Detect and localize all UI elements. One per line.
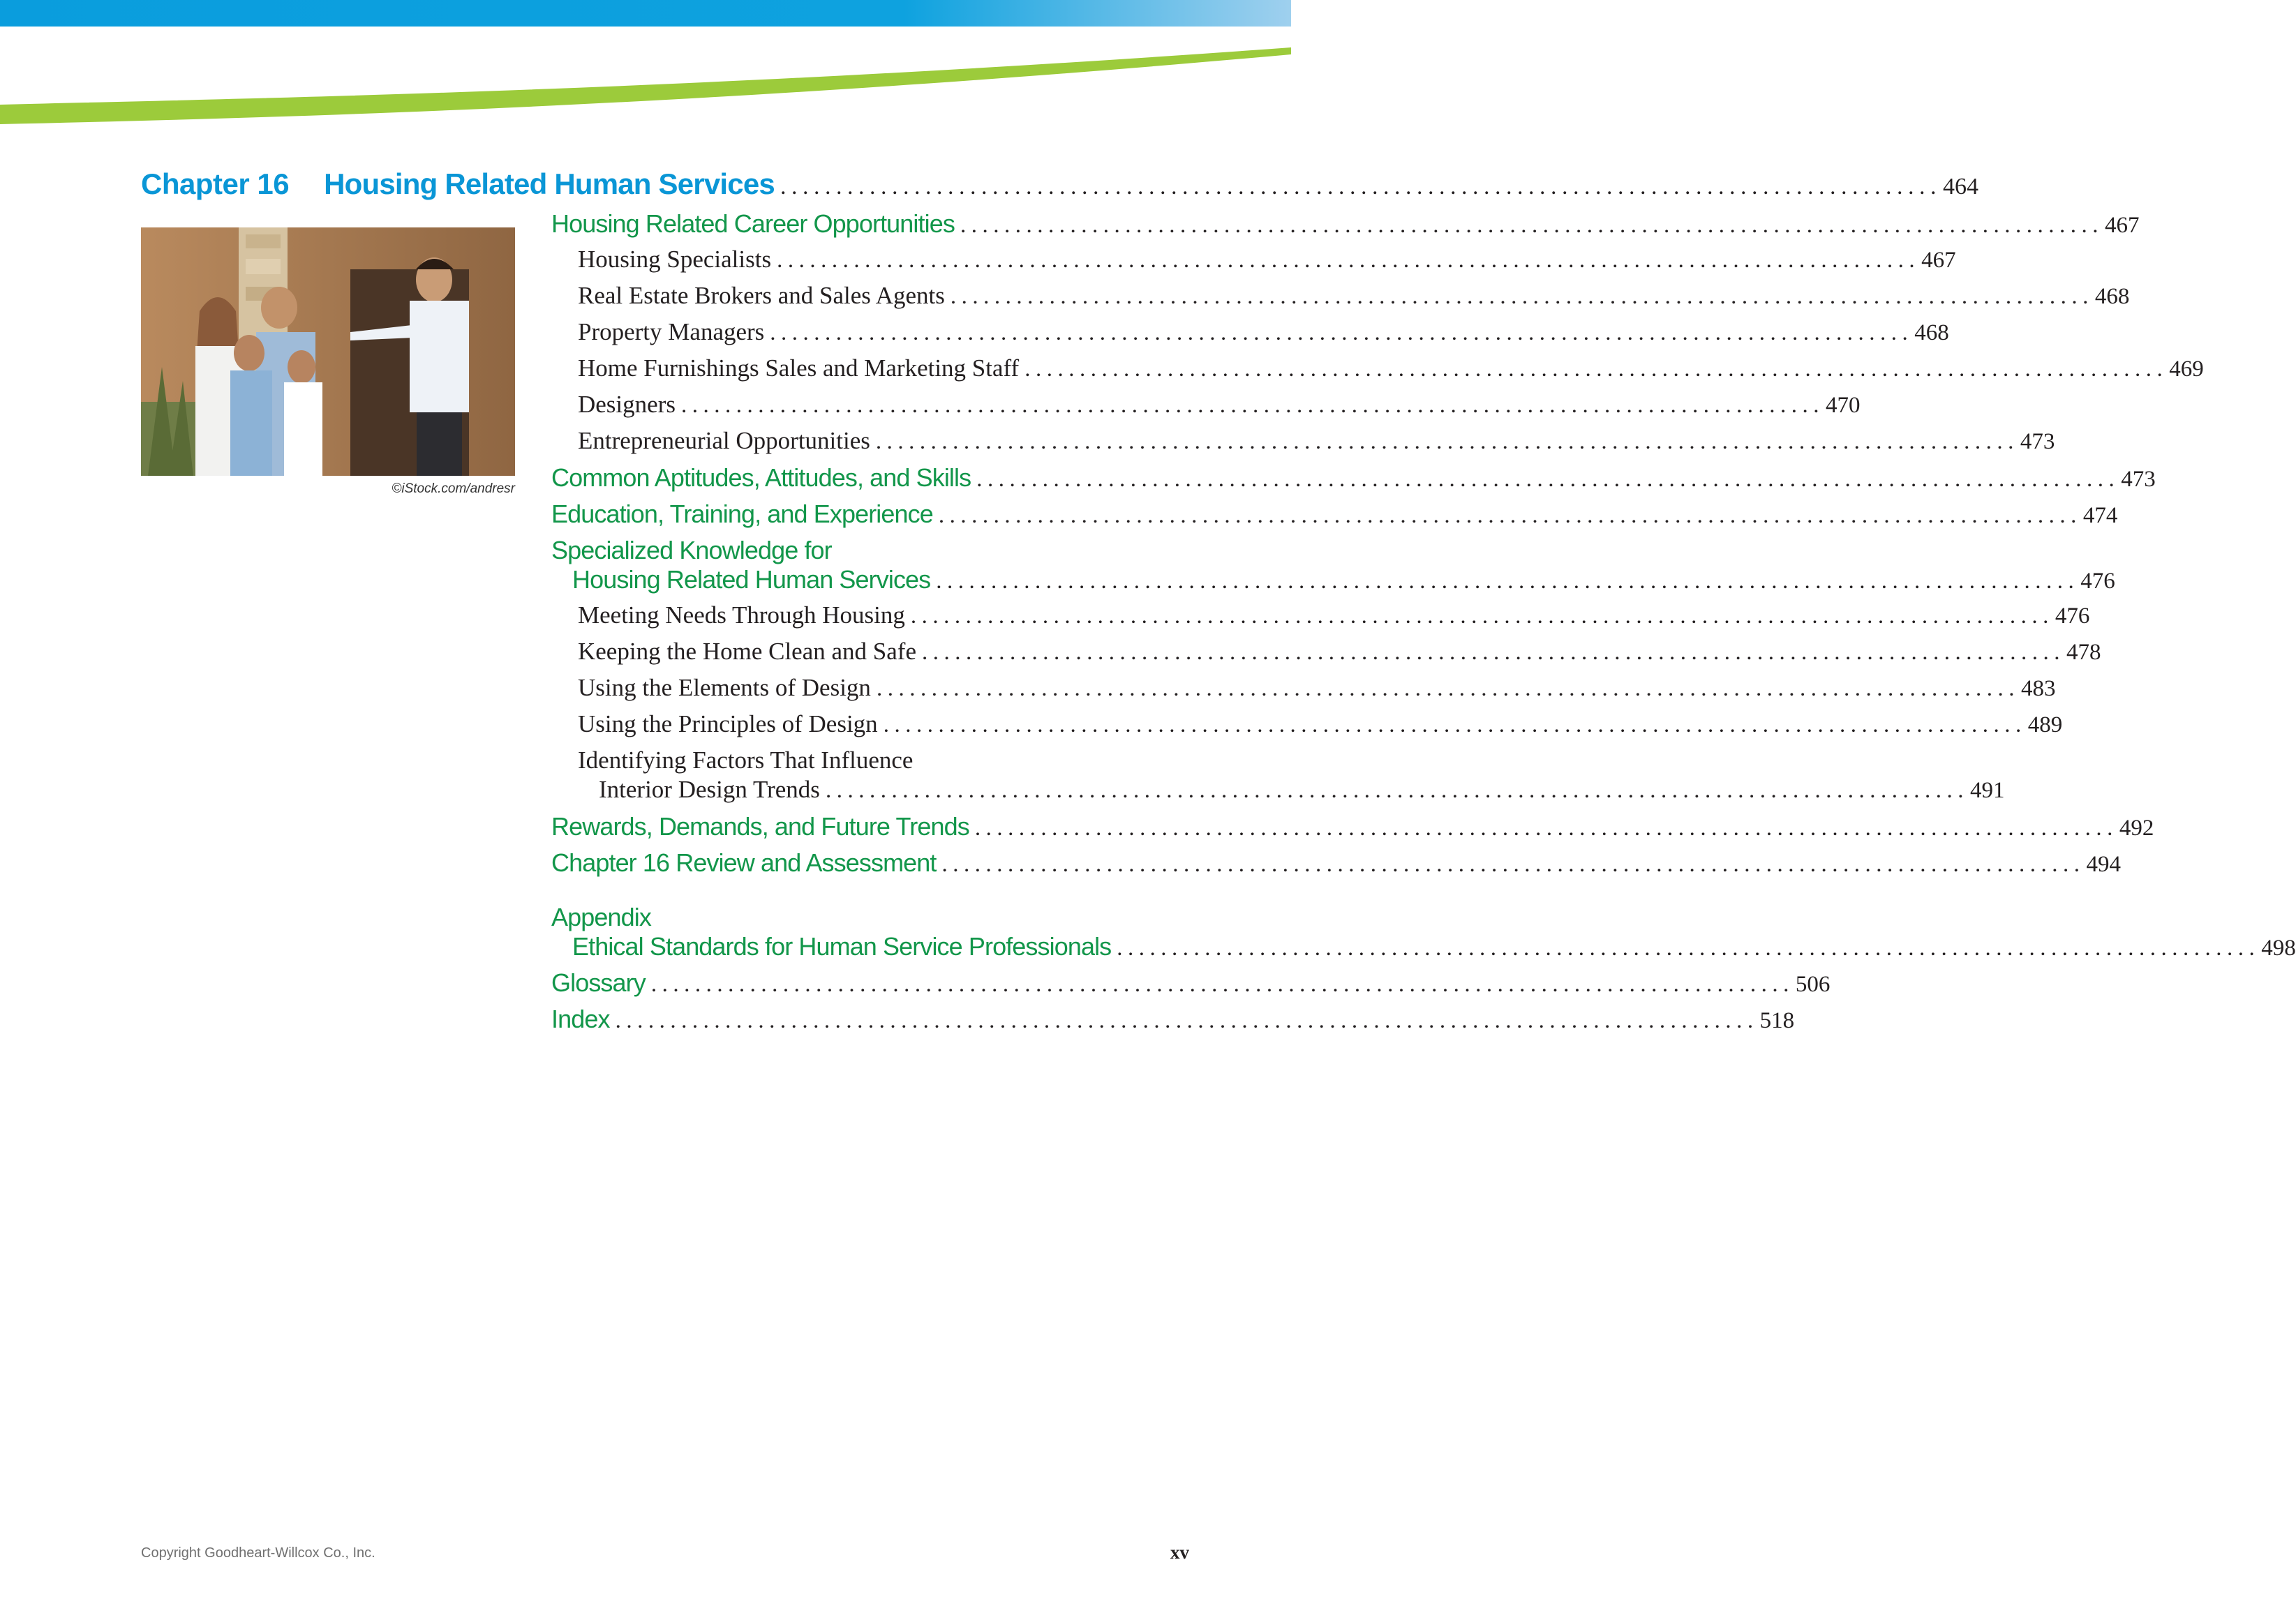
- dot-leader: ........................................................................................................: [910, 603, 2054, 629]
- toc-label: Real Estate Brokers and Sales Agents: [578, 282, 945, 309]
- dot-leader: ........................................................................................................: [974, 816, 2118, 841]
- toc-entry[interactable]: [551, 1005, 1795, 1041]
- toc-page: 506: [1795, 972, 1831, 997]
- copyright-notice: Copyright Goodheart-Willcox Co., Inc.: [141, 1545, 375, 1561]
- dot-leader: ........................................................................................................: [875, 429, 2019, 454]
- toc-page: 468: [2094, 284, 2130, 309]
- chapter-number: Chapter 16: [141, 167, 290, 200]
- toc-label: Using the Elements of Design: [578, 674, 871, 701]
- toc-label: Using the Principles of Design: [578, 710, 878, 737]
- photo-credit: ©iStock.com/andresr: [392, 481, 515, 496]
- toc-page: 469: [2169, 357, 2204, 382]
- toc-label: Housing Specialists: [578, 246, 772, 273]
- dot-leader: ........................................................................................................: [883, 712, 2027, 737]
- toc-entry[interactable]: [551, 710, 2063, 747]
- dot-leader: ........................................................................................................: [976, 467, 2120, 492]
- toc-page: 498: [2261, 936, 2296, 961]
- toc-label: Designers: [578, 391, 676, 418]
- toc-entry[interactable]: [551, 674, 2056, 710]
- chapter-photo: [141, 227, 515, 476]
- toc-page: 483: [2020, 676, 2056, 701]
- toc-label: Ethical Standards for Human Service Professionals: [572, 932, 1112, 961]
- toc-page: 494: [2086, 852, 2122, 877]
- toc-label: Glossary: [551, 968, 646, 997]
- toc-entry[interactable]: [551, 601, 2090, 638]
- header-banner: [0, 0, 1291, 133]
- toc-entry-line1[interactable]: Appendix: [551, 903, 651, 931]
- toc-entry-line1[interactable]: Specialized Knowledge for: [551, 536, 832, 564]
- toc-label: Chapter 16 Review and Assessment: [551, 848, 937, 877]
- chapter-title: Housing Related Human Services: [324, 167, 775, 200]
- toc-label: Keeping the Home Clean and Safe: [578, 638, 916, 665]
- toc-entry[interactable]: [551, 776, 2005, 812]
- toc-entry-line1[interactable]: Identifying Factors That Influence: [578, 747, 914, 774]
- toc-page: 470: [1825, 393, 1861, 418]
- toc-entry[interactable]: [551, 638, 2101, 674]
- toc-entry[interactable]: [551, 354, 2204, 391]
- toc-entry[interactable]: [551, 209, 2140, 246]
- dot-leader: ........................................................................................................: [770, 320, 1914, 345]
- toc-label: Home Furnishings Sales and Marketing Staff: [578, 354, 1020, 382]
- dot-leader: ........................................................................................................: [950, 284, 2094, 309]
- dot-leader: ........................................................................................................: [938, 503, 2082, 528]
- toc-label: Common Aptitudes, Attitudes, and Skills: [551, 463, 971, 492]
- toc-entry[interactable]: [551, 932, 2296, 968]
- dot-leader: ........................................................................................................: [960, 213, 2103, 238]
- toc-page: 473: [2121, 467, 2156, 492]
- toc-entry[interactable]: [551, 565, 2115, 601]
- toc-page: 492: [2119, 816, 2154, 841]
- toc-entry[interactable]: [551, 968, 1831, 1005]
- toc-label: Meeting Needs Through Housing: [578, 601, 905, 629]
- dot-leader: ........................................................................................................: [1024, 357, 2168, 382]
- chapter-page-number: 464: [1942, 174, 1978, 200]
- toc-label: Housing Related Human Services: [572, 565, 931, 594]
- toc-entry[interactable]: [551, 848, 2122, 885]
- toc-entry[interactable]: [551, 427, 2055, 463]
- toc-page: 474: [2082, 503, 2118, 528]
- toc-page: 478: [2066, 640, 2101, 665]
- family-receiving-house-keys-photo: [141, 227, 515, 476]
- toc-page: 476: [2080, 569, 2115, 594]
- chapter-heading[interactable]: [141, 167, 1978, 209]
- table-of-contents: [551, 209, 2296, 1041]
- section-gap: [551, 885, 1189, 903]
- dot-leader: ........................................................................................................: [680, 393, 1824, 418]
- dot-leader: ........................................................................................................: [876, 676, 2020, 701]
- dot-leader: ........................................................................................................: [1117, 936, 2260, 961]
- toc-page: 467: [2104, 213, 2140, 238]
- toc-entry[interactable]: [551, 391, 1861, 427]
- toc-entry[interactable]: [551, 318, 1949, 354]
- toc-entry[interactable]: [551, 500, 2118, 536]
- dot-leader: ........................................................................................................: [650, 972, 1794, 997]
- toc-label: Entrepreneurial Opportunities: [578, 427, 870, 454]
- toc-page: 518: [1759, 1008, 1795, 1033]
- toc-label: Education, Training, and Experience: [551, 500, 933, 528]
- dot-leader: ........................................................................................................: [615, 1008, 1759, 1033]
- dot-leader: ........................................................................................................: [936, 569, 2080, 594]
- toc-label: Index: [551, 1005, 610, 1033]
- toc-page: 467: [1921, 248, 1956, 273]
- toc-label: Interior Design Trends: [599, 776, 820, 803]
- toc-page: 476: [2055, 603, 2090, 629]
- dot-leader: ........................................................................................................: [941, 852, 2085, 877]
- toc-entry[interactable]: [551, 282, 2130, 318]
- dot-leader: ........................................................................................................: [921, 640, 2065, 665]
- toc-page: 473: [2020, 429, 2055, 454]
- toc-label: Rewards, Demands, and Future Trends: [551, 812, 969, 841]
- header-blue-stripe: [0, 0, 1291, 27]
- page-number: xv: [1170, 1542, 1189, 1563]
- dot-leader: ........................................................................................................: [780, 174, 1941, 200]
- toc-page: 491: [1969, 778, 2005, 803]
- toc-entry[interactable]: [551, 463, 2156, 500]
- toc-entry[interactable]: [551, 812, 2154, 848]
- toc-label: Property Managers: [578, 318, 765, 345]
- toc-entry[interactable]: [551, 246, 1956, 282]
- dot-leader: ........................................................................................................: [777, 248, 1921, 273]
- toc-label: Housing Related Career Opportunities: [551, 209, 955, 238]
- dot-leader: ........................................................................................................: [825, 778, 1969, 803]
- toc-page: 489: [2027, 712, 2063, 737]
- toc-page: 468: [1914, 320, 1949, 345]
- header-green-swoosh: [0, 47, 1291, 124]
